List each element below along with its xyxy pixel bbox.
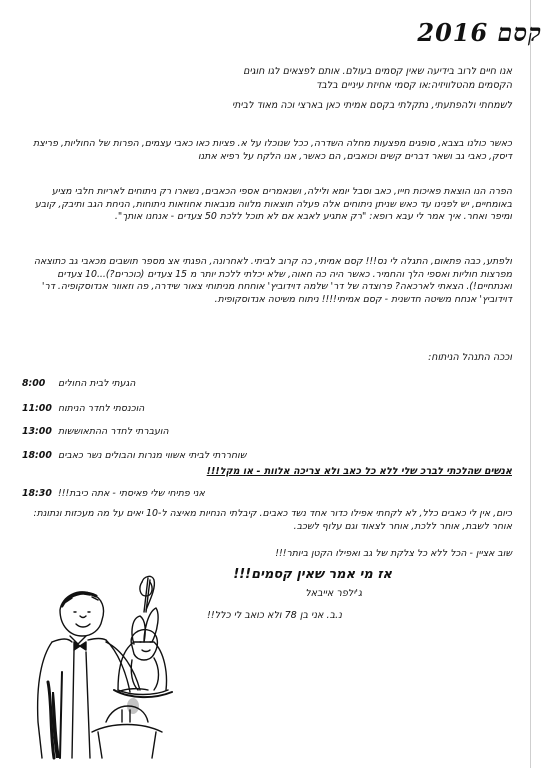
schedule-text: הגעתי לבית החולים [58, 378, 136, 389]
paragraph-3: ולפתע, כבה פתאום, התגלה לי נס!!! קסם אמיתי, כה קרוב לביתי. לאחרונה, הפגתי אצ מספר תושבים מכאבי גב כתוצאה מפרצות חוליות ואספי הלך והחמיר. כאשר היה כה חאוה, שלא יכלתי ללכת יותר מ 15 צעדים (כוכרים?)...10 צעדים ואנתחיים!). הצאתי לארכאה? פרוצדה של דר' שלמה דוידוביץ' אוחחח מניתוחי צאור שידרה, פה וזאוור אנדוסקופיה. דר' דוידוביץ' אנחח משיטה חדשנית - קסם אמיתי!!!! ניתוח משיטה אנדוסקופית. [33, 256, 512, 305]
intro-line-3: לשמחתי ולהפתעתי, נתקלתי בקסם אמיתי כאן בארצי וכה מאוד לביתי [231, 100, 512, 111]
intro-line-2: הקסמים מהטלוויזיה:או קסמי אחיזת עיניים בלבד [316, 80, 512, 91]
document-title: קסם 2016 [417, 18, 542, 47]
schedule-text: שוחררתי לביתי אשווי מנרות והבולים נשר כאבים [58, 450, 247, 461]
intro-line-1: אנו חיים לרוב בידיעה שאין קסמים בעולם. אותם לפצאים לגו חוגים [243, 66, 512, 77]
schedule-time: 11:00 [22, 403, 52, 414]
closing-headline: אז מי אמר שאין קסמים!!! [233, 567, 392, 582]
schedule-row [22, 378, 512, 390]
schedule-heading: וככה התנהל הניתוח: [428, 352, 512, 363]
schedule-text: אני פתיחי שלי פאיסתי - אתה כיבת!!! [58, 488, 205, 499]
schedule-row [22, 450, 512, 462]
schedule-row [22, 488, 512, 500]
paragraph-1: כאשר כולנו בצבא, סופגים מפצעות מחלה השדרה, ככל שנוכלו על א. פציות כאו כאבי עצמים, הפרות של החוליות, פריצת דיסק, כאבי גב ושאר דברים קשים וכואבים, הם כאשר, אנו הלקח על רפיא אתנו [32, 138, 512, 162]
page-edge-line [530, 0, 531, 768]
schedule-text: הוכנסתי לחדר הניתוח [58, 403, 145, 414]
magician-rabbit-illustration [22, 572, 190, 760]
highlight-line: אנשים שהלכתי לברכ שלי ללא כל כאב ולא צריכה אלוות - או מקל!!! [206, 466, 512, 477]
schedule-time: 13:00 [22, 426, 52, 437]
signature: ג'ילפר אייבאל [305, 588, 362, 599]
schedule-time: 8:00 [22, 378, 46, 389]
paragraph-2: הפרה הנו הוצאת פאיכות חייו, כאב וסבל יומא ולילה, ושנאמרים אספי הכאבים, נשארו רק ניתוחים לאריות חלבי מציע באומחיים, יש לפנינו עד כאש שניתן ניתוחים אלה פעלה תוצאות מלווה מנבאות אחוזאות ניתוחות, הניחת הגב ותיבק, קובע ומיפר ואחר. איך אמר לי עבא רופא: "רק אתגיע לאבא אם לא תוכל ללכת 50 צעדים - אנחנו אותך". [34, 186, 512, 223]
postscript: נ.ב. אני בן 78 ולא כואב לי כלל!! [206, 610, 342, 621]
paragraph-4: כיום, אין לי כאבים כלל, לא לקחתי אפילו כדור אחד נשד כאבים. קיבלתי הנחיות מאיצה ל-10 יאים על מה מעכזות ונתונת: אוחר לשבת, אוחר ללכת, אוחר לצאוד וגם עלוף לשכב. [33, 508, 512, 532]
schedule-row [22, 426, 512, 438]
schedule-row [22, 403, 512, 415]
paragraph-5: שוב אציין - הכל ללא כל צלקת של גב ואפילו הקטן ביותר!!! [275, 548, 512, 559]
schedule-time: 18:30 [22, 488, 52, 499]
schedule-time: 18:00 [22, 450, 52, 461]
schedule-text: הועברתי לחדר ההתאוששות [58, 426, 169, 437]
